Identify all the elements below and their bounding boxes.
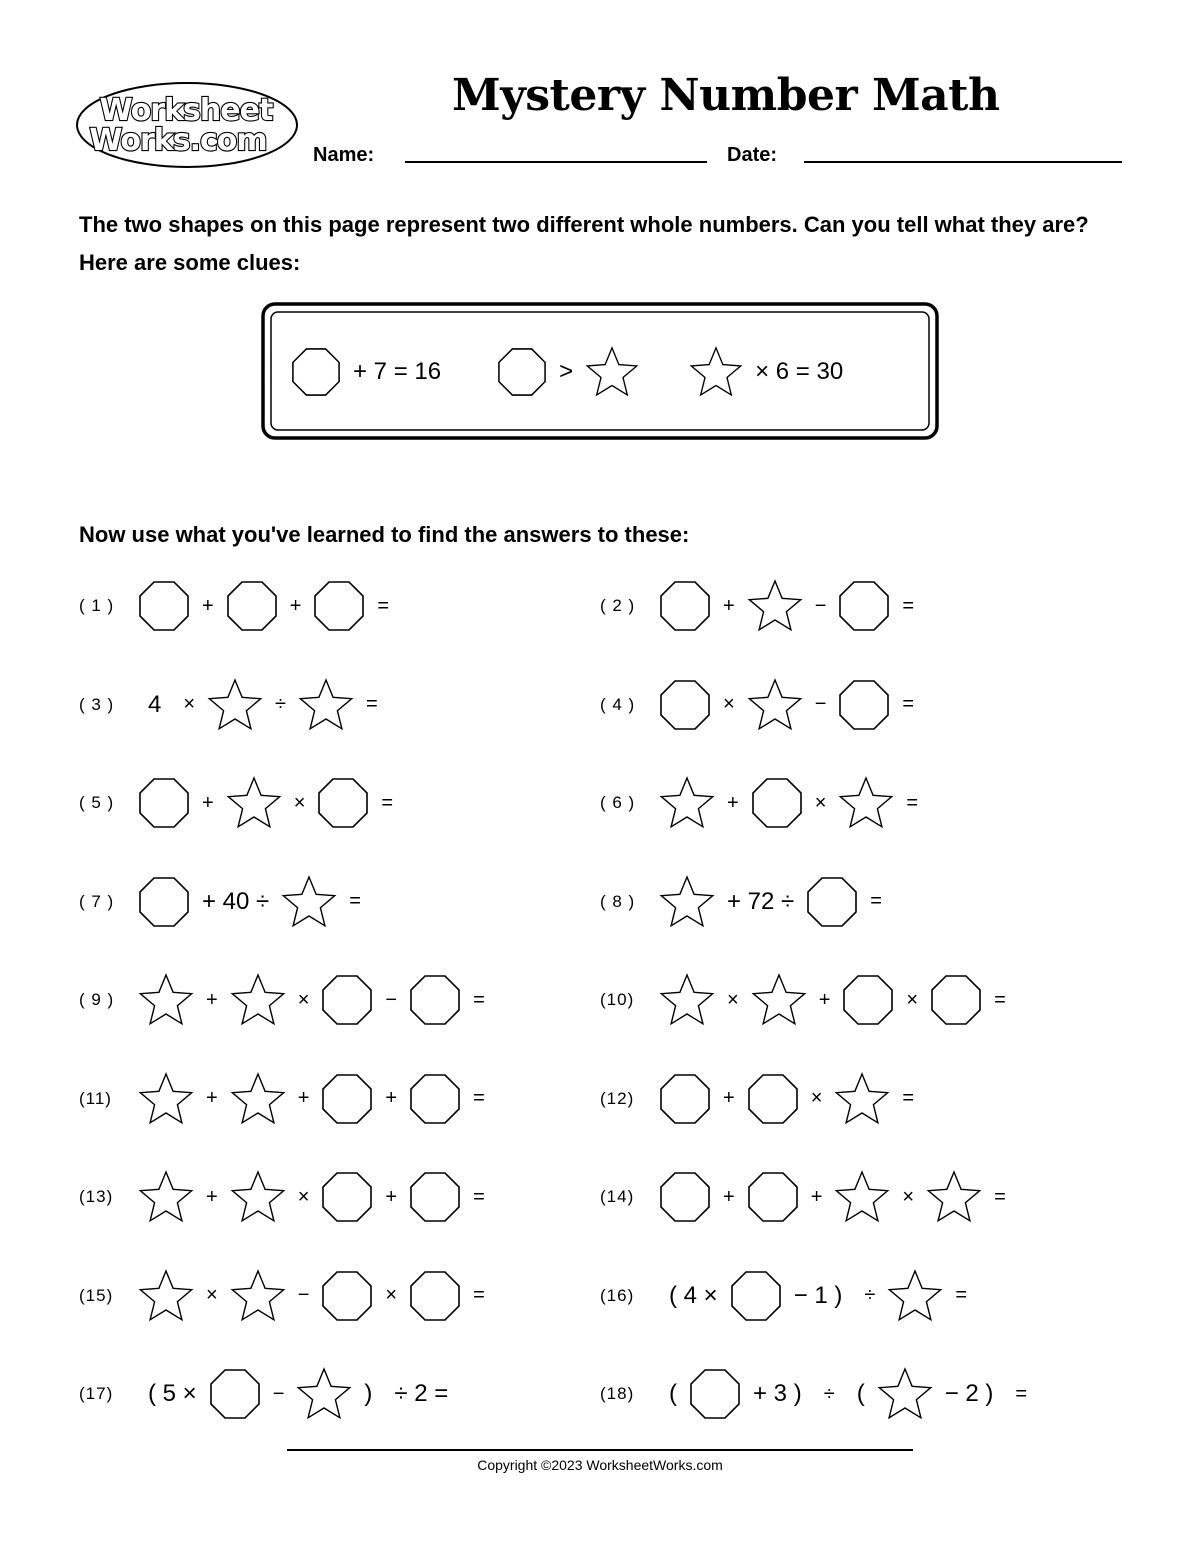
star-icon bbox=[230, 1169, 286, 1225]
worksheetworks-logo bbox=[74, 80, 300, 170]
equation-token: − bbox=[814, 594, 827, 617]
equation-token: + bbox=[385, 1087, 398, 1109]
problem-4 bbox=[600, 675, 925, 735]
star-icon bbox=[877, 1366, 933, 1422]
octagon-icon bbox=[409, 974, 461, 1026]
octagon-icon bbox=[321, 974, 373, 1026]
equation-token: + bbox=[723, 1185, 735, 1208]
star-icon bbox=[207, 677, 263, 733]
octagon-icon bbox=[138, 777, 190, 829]
equation-token: = bbox=[902, 594, 915, 617]
star-icon bbox=[230, 1268, 286, 1324]
octagon-icon bbox=[138, 876, 190, 928]
problem-number: (12) bbox=[600, 1088, 635, 1108]
problem-16 bbox=[600, 1266, 978, 1326]
equation-token: ÷ 2 = bbox=[394, 1380, 449, 1407]
equation-token: = bbox=[473, 988, 485, 1011]
clue-3 bbox=[688, 345, 854, 399]
octagon-icon bbox=[689, 1368, 741, 1420]
octagon-icon bbox=[747, 1073, 799, 1125]
octagon-icon bbox=[321, 1073, 373, 1125]
star-icon bbox=[298, 677, 354, 733]
equation-token: ÷ bbox=[864, 1284, 876, 1306]
octagon-icon bbox=[409, 1270, 461, 1322]
equation-token: ( bbox=[669, 1380, 677, 1407]
star-icon bbox=[138, 1071, 194, 1127]
star-icon bbox=[226, 775, 282, 831]
problem-number: (11) bbox=[79, 1088, 112, 1108]
equation-token: × bbox=[385, 1284, 398, 1306]
equation-token: = bbox=[906, 791, 919, 814]
star-icon bbox=[689, 345, 743, 399]
equation-token: ( bbox=[856, 1380, 865, 1407]
octagon-icon bbox=[291, 347, 341, 397]
equation-token: + bbox=[206, 1087, 218, 1109]
equation-token: = bbox=[902, 693, 915, 715]
problem-5 bbox=[79, 773, 404, 833]
problem-number: ( 2 ) bbox=[600, 596, 636, 615]
octagon-icon bbox=[138, 580, 190, 632]
octagon-icon bbox=[313, 580, 365, 632]
equation-token: × bbox=[902, 1185, 915, 1208]
equation-token: ÷ bbox=[275, 693, 287, 715]
octagon-icon bbox=[659, 679, 711, 731]
star-icon bbox=[138, 972, 194, 1028]
problem-number: ( 5 ) bbox=[79, 793, 115, 812]
problem-18 bbox=[600, 1364, 1038, 1424]
star-icon bbox=[659, 874, 715, 930]
equation-token: 4 bbox=[148, 690, 162, 718]
problem-3 bbox=[79, 675, 389, 735]
name-field[interactable] bbox=[405, 161, 707, 163]
footer-divider bbox=[287, 1449, 913, 1451]
octagon-icon bbox=[930, 974, 982, 1026]
equation-token: ( 4 × bbox=[669, 1281, 718, 1309]
problem-11 bbox=[79, 1069, 496, 1129]
star-icon bbox=[138, 1169, 194, 1225]
problem-number: (16) bbox=[600, 1285, 635, 1305]
octagon-icon bbox=[838, 679, 890, 731]
equation-token: + bbox=[723, 1087, 735, 1109]
problem-2 bbox=[600, 576, 925, 636]
star-icon bbox=[838, 775, 894, 831]
octagon-icon bbox=[659, 1073, 711, 1125]
equation-token: + bbox=[202, 594, 214, 617]
problem-10 bbox=[600, 970, 1017, 1030]
date-label: Date: bbox=[727, 144, 778, 166]
octagon-icon bbox=[226, 580, 278, 632]
problem-number: (10) bbox=[600, 990, 635, 1009]
problem-number: ( 6 ) bbox=[600, 793, 636, 812]
equation-token: = bbox=[473, 1087, 485, 1109]
star-icon bbox=[834, 1071, 890, 1127]
star-icon bbox=[659, 972, 715, 1028]
octagon-icon bbox=[317, 777, 369, 829]
equation-token: ÷ bbox=[823, 1382, 835, 1405]
section-heading: Now use what you've learned to find the answers to these: bbox=[79, 522, 690, 547]
equation-token: × 6 = 30 bbox=[755, 358, 844, 385]
problem-number: (18) bbox=[600, 1384, 635, 1403]
equation-token: − bbox=[385, 988, 398, 1011]
equation-token: + bbox=[206, 1185, 218, 1208]
equation-token: + bbox=[723, 594, 735, 617]
equation-token: = bbox=[955, 1284, 968, 1306]
star-icon bbox=[747, 677, 803, 733]
star-icon bbox=[926, 1169, 982, 1225]
problem-12 bbox=[600, 1069, 925, 1129]
equation-token: × bbox=[297, 988, 310, 1011]
equation-token: × bbox=[810, 1087, 823, 1109]
equation-token: + bbox=[202, 791, 214, 814]
problem-number: ( 9 ) bbox=[79, 990, 115, 1009]
equation-token: + bbox=[810, 1185, 823, 1208]
octagon-icon bbox=[497, 347, 547, 397]
problem-17 bbox=[79, 1364, 459, 1424]
equation-token: + 7 = 16 bbox=[353, 358, 442, 385]
equation-token: × bbox=[297, 1185, 310, 1208]
equation-token: = bbox=[902, 1087, 915, 1109]
equation-token: − 1 ) bbox=[793, 1281, 843, 1309]
copyright-text: Copyright ©2023 WorksheetWorks.com bbox=[477, 1457, 723, 1473]
equation-token: + bbox=[385, 1185, 398, 1208]
logo-text-line1: Worksheet bbox=[99, 93, 273, 128]
equation-token: − bbox=[297, 1284, 310, 1306]
problem-1 bbox=[79, 576, 400, 636]
equation-token: + bbox=[206, 988, 218, 1011]
octagon-icon bbox=[838, 580, 890, 632]
equation-token: × bbox=[814, 791, 827, 814]
octagon-icon bbox=[321, 1270, 373, 1322]
equation-token: + bbox=[297, 1087, 310, 1109]
octagon-icon bbox=[659, 580, 711, 632]
equation-token: × bbox=[723, 693, 735, 715]
clue-list bbox=[290, 336, 920, 408]
star-icon bbox=[747, 578, 803, 634]
problem-number: (15) bbox=[79, 1285, 114, 1305]
equation-token: ) bbox=[364, 1380, 373, 1407]
octagon-icon bbox=[409, 1073, 461, 1125]
clue-1 bbox=[290, 347, 452, 397]
equation-token: = bbox=[349, 890, 361, 912]
octagon-icon bbox=[321, 1171, 373, 1223]
equation-token: × bbox=[727, 988, 739, 1011]
equation-token: + bbox=[727, 791, 739, 814]
octagon-icon bbox=[659, 1171, 711, 1223]
instructions-text: The two shapes on this page represent two different whole numbers. Can you tell what they are? Here are some clues: bbox=[79, 212, 1089, 275]
equation-token: = bbox=[381, 791, 394, 814]
equation-token: = bbox=[377, 594, 390, 617]
equation-token: > bbox=[559, 358, 574, 385]
octagon-icon bbox=[747, 1171, 799, 1223]
problem-number: (13) bbox=[79, 1187, 114, 1206]
problem-number: ( 8 ) bbox=[600, 891, 636, 911]
octagon-icon bbox=[209, 1368, 261, 1420]
problem-14 bbox=[600, 1167, 1017, 1227]
problem-number: ( 3 ) bbox=[79, 694, 115, 714]
star-icon bbox=[834, 1169, 890, 1225]
equation-token: − bbox=[272, 1382, 285, 1405]
equation-token: = bbox=[473, 1185, 485, 1208]
clue-2 bbox=[496, 345, 640, 399]
problem-8 bbox=[600, 872, 893, 932]
octagon-icon bbox=[806, 876, 858, 928]
problem-7 bbox=[79, 872, 372, 932]
problem-number: ( 4 ) bbox=[600, 694, 636, 714]
octagon-icon bbox=[730, 1270, 782, 1322]
equation-token: ( 5 × bbox=[148, 1380, 197, 1407]
star-icon bbox=[230, 1071, 286, 1127]
problem-number: (17) bbox=[79, 1384, 114, 1403]
equation-token: − bbox=[814, 693, 827, 715]
equation-token: + bbox=[818, 988, 831, 1011]
problem-number: ( 7 ) bbox=[79, 891, 115, 911]
star-icon bbox=[230, 972, 286, 1028]
star-icon bbox=[751, 972, 807, 1028]
equation-token: = bbox=[994, 1185, 1006, 1208]
equation-token: + bbox=[289, 594, 302, 617]
problem-number: (14) bbox=[600, 1187, 635, 1206]
equation-token: = bbox=[1015, 1382, 1028, 1405]
problem-9 bbox=[79, 970, 496, 1030]
problem-number: ( 1 ) bbox=[79, 596, 115, 615]
equation-token: × bbox=[293, 791, 306, 814]
equation-token: = bbox=[994, 988, 1006, 1011]
problem-6 bbox=[600, 773, 929, 833]
problem-13 bbox=[79, 1167, 496, 1227]
equation-token: = bbox=[366, 693, 378, 715]
date-field[interactable] bbox=[804, 161, 1122, 163]
page-title: Mystery Number Math bbox=[452, 70, 1000, 121]
star-icon bbox=[138, 1268, 194, 1324]
star-icon bbox=[585, 345, 639, 399]
equation-token: − 2 ) bbox=[944, 1380, 994, 1407]
equation-token: × bbox=[183, 693, 196, 715]
equation-token: + 72 ÷ bbox=[727, 887, 795, 915]
equation-token: = bbox=[473, 1284, 485, 1306]
logo-text-line2: Works.com bbox=[89, 123, 267, 158]
equation-token: × bbox=[206, 1284, 218, 1306]
star-icon bbox=[296, 1366, 352, 1422]
octagon-icon bbox=[409, 1171, 461, 1223]
star-icon bbox=[281, 874, 337, 930]
equation-token: + 40 ÷ bbox=[202, 887, 270, 915]
octagon-icon bbox=[842, 974, 894, 1026]
equation-token: + 3 ) bbox=[753, 1380, 802, 1407]
star-icon bbox=[887, 1268, 943, 1324]
problem-15 bbox=[79, 1266, 496, 1326]
equation-token: × bbox=[906, 988, 919, 1011]
equation-token: = bbox=[870, 890, 882, 912]
name-label: Name: bbox=[313, 144, 375, 166]
star-icon bbox=[659, 775, 715, 831]
octagon-icon bbox=[751, 777, 803, 829]
